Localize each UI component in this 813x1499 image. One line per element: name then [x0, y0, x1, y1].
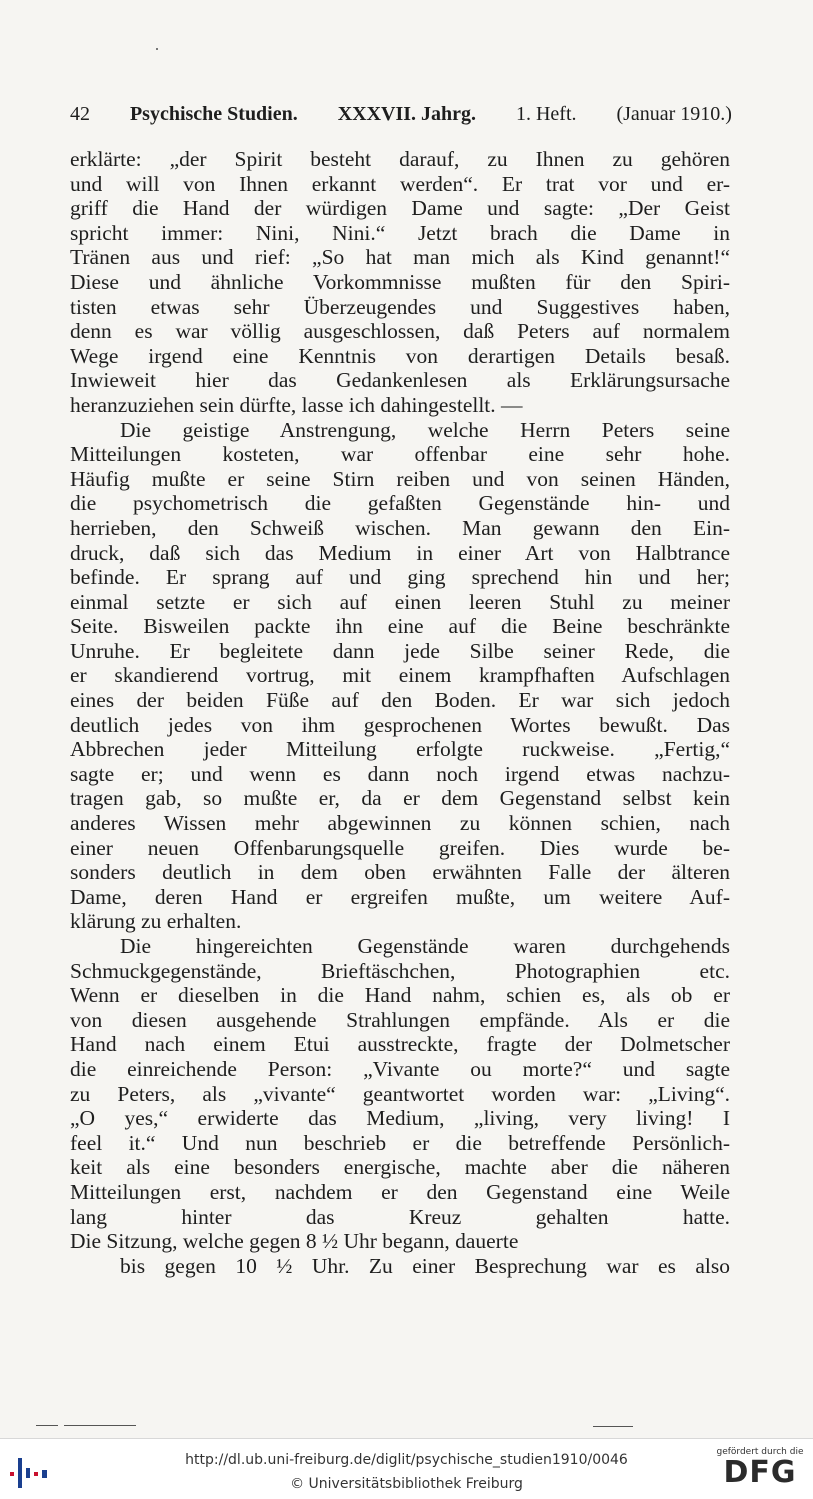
text-line: feel it.“ Und nun beschrieb er die betreffende Persönlich-	[70, 1130, 730, 1155]
viewer-footer	[0, 1438, 813, 1499]
copyright-notice: © Universitätsbibliothek Freiburg	[290, 1476, 523, 1492]
text-line: er skandierend vortrug, mit einem krampfhaften Aufschlagen	[70, 663, 730, 688]
text-line: Wege irgend eine Kenntnis von derartigen Details besaß.	[70, 343, 730, 368]
text-line: Die geistige Anstrengung, welche Herrn Peters seine	[120, 417, 730, 442]
text-line: sagte er; und wenn es dann noch irgend etwas nachzu-	[70, 761, 730, 786]
text-line: Die hingereichten Gegenstände waren durchgehends	[120, 934, 730, 958]
text-line: heranzuziehen sein dürfte, lasse ich dahingestellt. —	[70, 392, 523, 417]
text-line: Inwieweit hier das Gedankenlesen als Erklärungsursache	[70, 368, 730, 393]
text-line: einer neuen Offenbarungsquelle greifen. Dies wurde be-	[70, 835, 730, 860]
bottom-rule-middle	[64, 1425, 136, 1426]
text-line: Diese und ähnliche Vorkommnisse mußten für den Spiri-	[70, 269, 730, 294]
text-line: Seite. Bisweilen packte ihn eine auf die Beine beschränkte	[70, 614, 730, 639]
text-line: deutlich jedes von ihm gesprochenen Wortes bewußt. Das	[70, 712, 730, 737]
text-line: lang hinter das Kreuz gehalten hatte.	[70, 1204, 730, 1229]
text-line: Die Sitzung, welche gegen 8 ½ Uhr begann, dauerte	[70, 1229, 519, 1254]
text-line: Wenn er dieselben in die Hand nahm, schien es, als ob er	[70, 983, 730, 1008]
bottom-rule-left	[36, 1425, 58, 1426]
page-number: 42	[70, 103, 90, 125]
text-line: keit als eine besonders energische, machte aber die näheren	[70, 1155, 730, 1180]
text-line: von diesen ausgehende Strahlungen empfände. Als er die	[70, 1007, 730, 1032]
text-line: Abbrechen jeder Mitteilung erfolgte ruckweise. „Fertig,“	[70, 737, 730, 762]
text-line: Unruhe. Er begleitete dann jede Silbe seiner Rede, die	[70, 638, 730, 663]
body-text	[70, 147, 730, 1278]
bottom-rule-right	[593, 1426, 633, 1427]
text-line: und will von Ihnen erkannt werden“. Er trat vor und er-	[70, 171, 730, 196]
text-line: herrieben, den Schweiß wischen. Man gewann den Ein-	[70, 515, 730, 540]
text-line: Mitteilungen kosteten, war offenbar eine sehr hohe.	[70, 442, 730, 467]
text-line: befinde. Er sprang auf und ging sprechend hin und her;	[70, 565, 730, 590]
text-line: Mitteilungen erst, nachdem er den Gegenstand eine Weile	[70, 1179, 730, 1204]
text-line: Schmuckgegenstände, Brieftäschchen, Photographien etc.	[70, 958, 730, 983]
text-line: griff die Hand der würdigen Dame und sagte: „Der Geist	[70, 196, 730, 221]
text-line: bis gegen 10 ½ Uhr. Zu einer Besprechung war es also	[120, 1253, 730, 1278]
text-line: Dame, deren Hand er ergreifen mußte, um weitere Auf-	[70, 884, 730, 909]
journal-title: Psychische Studien.	[129, 103, 298, 125]
text-line: einmal setzte er sich auf einen leeren Stuhl zu meiner	[70, 589, 730, 614]
text-line: tragen gab, so mußte er, da er dem Gegenstand selbst kein	[70, 786, 730, 811]
running-header	[70, 101, 732, 127]
text-line: erklärte: „der Spirit besteht darauf, zu Ihnen zu gehören	[70, 147, 730, 171]
text-line: „O yes,“ erwiderte das Medium, „living, very living! I	[70, 1106, 730, 1131]
text-line: Hand nach einem Etui ausstreckte, fragte der Dolmetscher	[70, 1032, 730, 1057]
permalink-url[interactable]: http://dl.ub.uni-freiburg.de/diglit/psychische_studien1910/0046	[185, 1452, 628, 1468]
scan-speck	[156, 48, 158, 50]
dfg-logo-text: DFG	[723, 1455, 797, 1490]
text-line: eines der beiden Füße auf den Boden. Er war sich jedoch	[70, 688, 730, 713]
dfg-logo	[715, 1447, 805, 1493]
text-line: klärung zu erhalten.	[70, 909, 242, 934]
text-line: die psychometrisch die gefaßten Gegenstände hin- und	[70, 491, 730, 516]
volume-label: XXXVII. Jahrg.	[337, 103, 477, 125]
text-line: denn es war völlig ausgeschlossen, daß Peters auf normalem	[70, 319, 730, 344]
text-line: sonders deutlich in dem oben erwähnten Falle der älteren	[70, 860, 730, 885]
issue-label: 1. Heft.	[515, 103, 577, 125]
text-line: anderes Wissen mehr abgewinnen zu können schien, nach	[70, 811, 730, 836]
text-line: Tränen aus und rief: „So hat man mich als Kind genannt!“	[70, 245, 730, 270]
text-line: Häufig mußte er seine Stirn reiben und von seinen Händen,	[70, 466, 730, 491]
text-line: die einreichende Person: „Vivante ou morte?“ und sagte	[70, 1056, 730, 1081]
text-line: tisten etwas sehr Überzeugendes und Suggestives haben,	[70, 294, 730, 319]
text-line: druck, daß sich das Medium in einer Art von Halbtrance	[70, 540, 730, 565]
text-line: spricht immer: Nini, Nini.“ Jetzt brach die Dame in	[70, 220, 730, 245]
issue-date: (Januar 1910.)	[616, 103, 732, 125]
funder-note: gefördert durch die	[716, 1447, 804, 1457]
text-line: zu Peters, als „vivante“ geantwortet worden war: „Living“.	[70, 1081, 730, 1106]
